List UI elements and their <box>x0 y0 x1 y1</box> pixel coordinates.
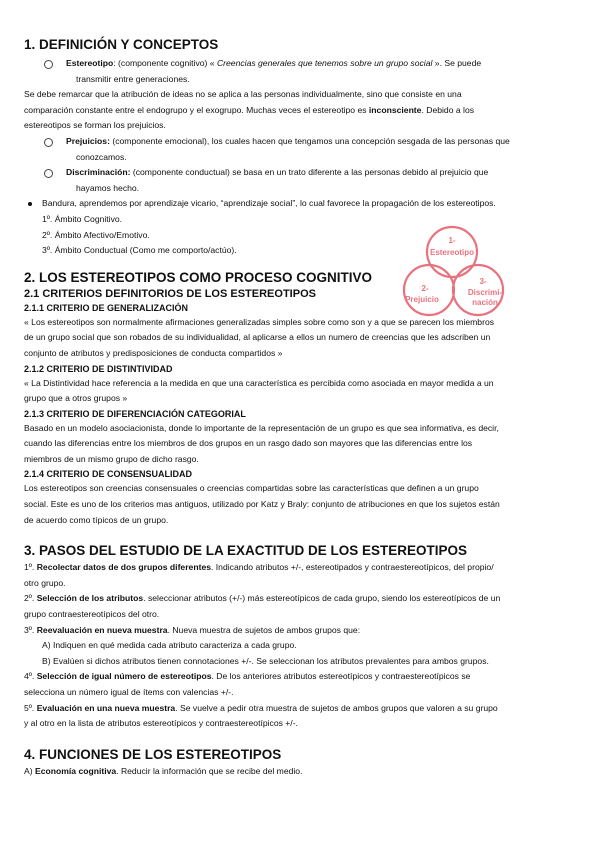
dot-bullet-icon <box>28 202 32 206</box>
paso-3: 3º. Reevaluación en nueva muestra. Nueva muestra de sujetos de ambos grupos que: A) Indiquen en qué medida cada atributo caracteriza a cada grupo. B) Evalúen si dichos atributos tienen connotaciones +/-. Se seleccionan los atributos prevalentes para ambos grupos. <box>24 624 489 666</box>
circle-bullet-icon <box>44 169 53 178</box>
criterio-consensualidad-title: 2.1.4 CRITERIO DE CONSENSUALIDAD <box>24 469 193 480</box>
criterio-diferenciacion-title: 2.1.3 CRITERIO DE DIFERENCIACIÓN CATEGORIAL <box>24 408 246 419</box>
section-2-1-title: 2.1 CRITERIOS DEFINITORIOS DE LOS ESTEREOTIPOS <box>24 287 316 300</box>
circle-bullet-icon <box>44 138 53 147</box>
venn-label-1: Estereotipo <box>429 248 475 257</box>
venn-diagram <box>394 224 514 324</box>
criterio-generalizacion-title: 2.1.1 CRITERIO DE GENERALIZACIÓN <box>24 302 189 313</box>
criterio-diferenciacion-text: Basado en un modelo asociacionista, donde lo importante de la representación de un grupo es que sea informativa, es decir, cuando las diferencias entre los miembros de dos grupos en un rasgo dado son mayores que las diferencias entre los miembros de un mismo grupo de dicho rasgo. <box>24 422 499 464</box>
criterio-distintividad-title: 2.1.2 CRITERIO DE DISTINTIVIDAD <box>24 363 173 374</box>
venn-label-1-num: 1- <box>448 236 456 245</box>
document-page <box>24 36 580 779</box>
paso-5: 5º. Evaluación en una nueva muestra. Se vuelve a pedir otra muestra de sujetos de ambos grupos que valoren a su grupo y al otro en la lista de atributos estereotípicos y contraestereotípicos +/-. <box>24 702 498 729</box>
circle-bullet-icon <box>44 60 53 69</box>
venn-circle-prejuicio <box>404 265 454 315</box>
venn-label-2-num: 2- <box>421 284 429 293</box>
list-item-discriminacion: Discriminación: (componente conductual) se basa en un trato diferente a las personas debido al prejuicio que hayamos hecho. <box>24 165 580 196</box>
paso-1: 1º. Recolectar datos de dos grupos diferentes. Indicando atributos +/-, estereotipados y contraestereotípicos, del propio/ otro grupo. <box>24 562 494 588</box>
section-3-title: 3. PASOS DEL ESTUDIO DE LA EXACTITUD DE LOS ESTEREOTIPOS <box>24 543 468 559</box>
ambito-2: 2º. Ámbito Afectivo/Emotivo. <box>42 229 150 240</box>
section-1-title: 1. DEFINICIÓN Y CONCEPTOS <box>24 37 219 52</box>
list-item-bandura: Bandura, aprendemos por aprendizaje vicario, “aprendizaje social”, lo cual favorece la propagación de los estereotipos. <box>24 196 580 212</box>
paragraph-remark: Se debe remarcar que la atribución de ideas no se aplica a las personas individualmente, sino que consiste en una comparación constante entre el endogrupo y el exogrupo. Muchas veces el estereotipo es inconsciente. Debido a los estereotipos se forman los prejuicios. <box>24 89 475 131</box>
ambito-1: 1º. Ámbito Cognitivo. <box>42 213 123 224</box>
criterio-consensualidad-text: Los estereotipos son creencias consensuales o creencias compartidas sobre las características que definen a un grupo social. Este es uno de los criterios mas antiguos, utilizado por Katz y Braly: conjunto de atribuciones en que los sujetos están de acuerdo como típicos de un grupo. <box>24 483 500 525</box>
section-2-title: 2. LOS ESTEREOTIPOS COMO PROCESO COGNITIVO <box>24 269 373 285</box>
list-item-estereotipo: Estereotipo: (componente cognitivo) « Creencias generales que tenemos sobre un grupo social ». Se puede transmitir entre generaciones. <box>24 56 580 87</box>
paso-4: 4º. Selección de igual número de estereotipos. De los anteriores atributos estereotípicos y contraestereotípicos se selecciona un número igual de ítems con valencias +/-. <box>24 671 471 697</box>
criterio-generalizacion-text: « Los estereotipos son normalmente afirmaciones generalizadas simples sobre como son y a que se parecen los miembros de un grupo social que son robados de su individualidad, al aplicarse a ellos un numero de creencias que les adscriben un conjunto de atributos y predisposiciones de conducta compartidos » <box>24 316 495 358</box>
venn-label-3b: nación <box>472 298 498 307</box>
paso-2: 2º. Selección de los atributos. seleccionar atributos (+/-) más estereotípicos de cada grupo, siendo los estereotípicos de un grupo contraestereotípicos del otro. <box>24 593 501 620</box>
funcion-a: A) Economía cognitiva. Reducir la información que se recibe del medio. <box>24 765 303 776</box>
section-4-title: 4. FUNCIONES DE LOS ESTEREOTIPOS <box>24 746 282 762</box>
criterio-distintividad-text: « La Distintividad hace referencia a la medida en que una característica es percibida como asociada en mayor medida a un grupo que a otros grupos » <box>24 377 494 404</box>
venn-label-3a: Discrimi- <box>467 288 503 297</box>
list-item-prejuicios: Prejuicios: (componente emocional), los cuales hacen que tengamos una concepción sesgada de las personas que conozcamos. <box>24 134 580 165</box>
ambito-3: 3º. Ámbito Conductual (Como me comporto/actúo). <box>42 245 237 256</box>
venn-label-3-num: 3- <box>479 277 487 286</box>
venn-label-2: Prejuicio <box>405 295 439 304</box>
